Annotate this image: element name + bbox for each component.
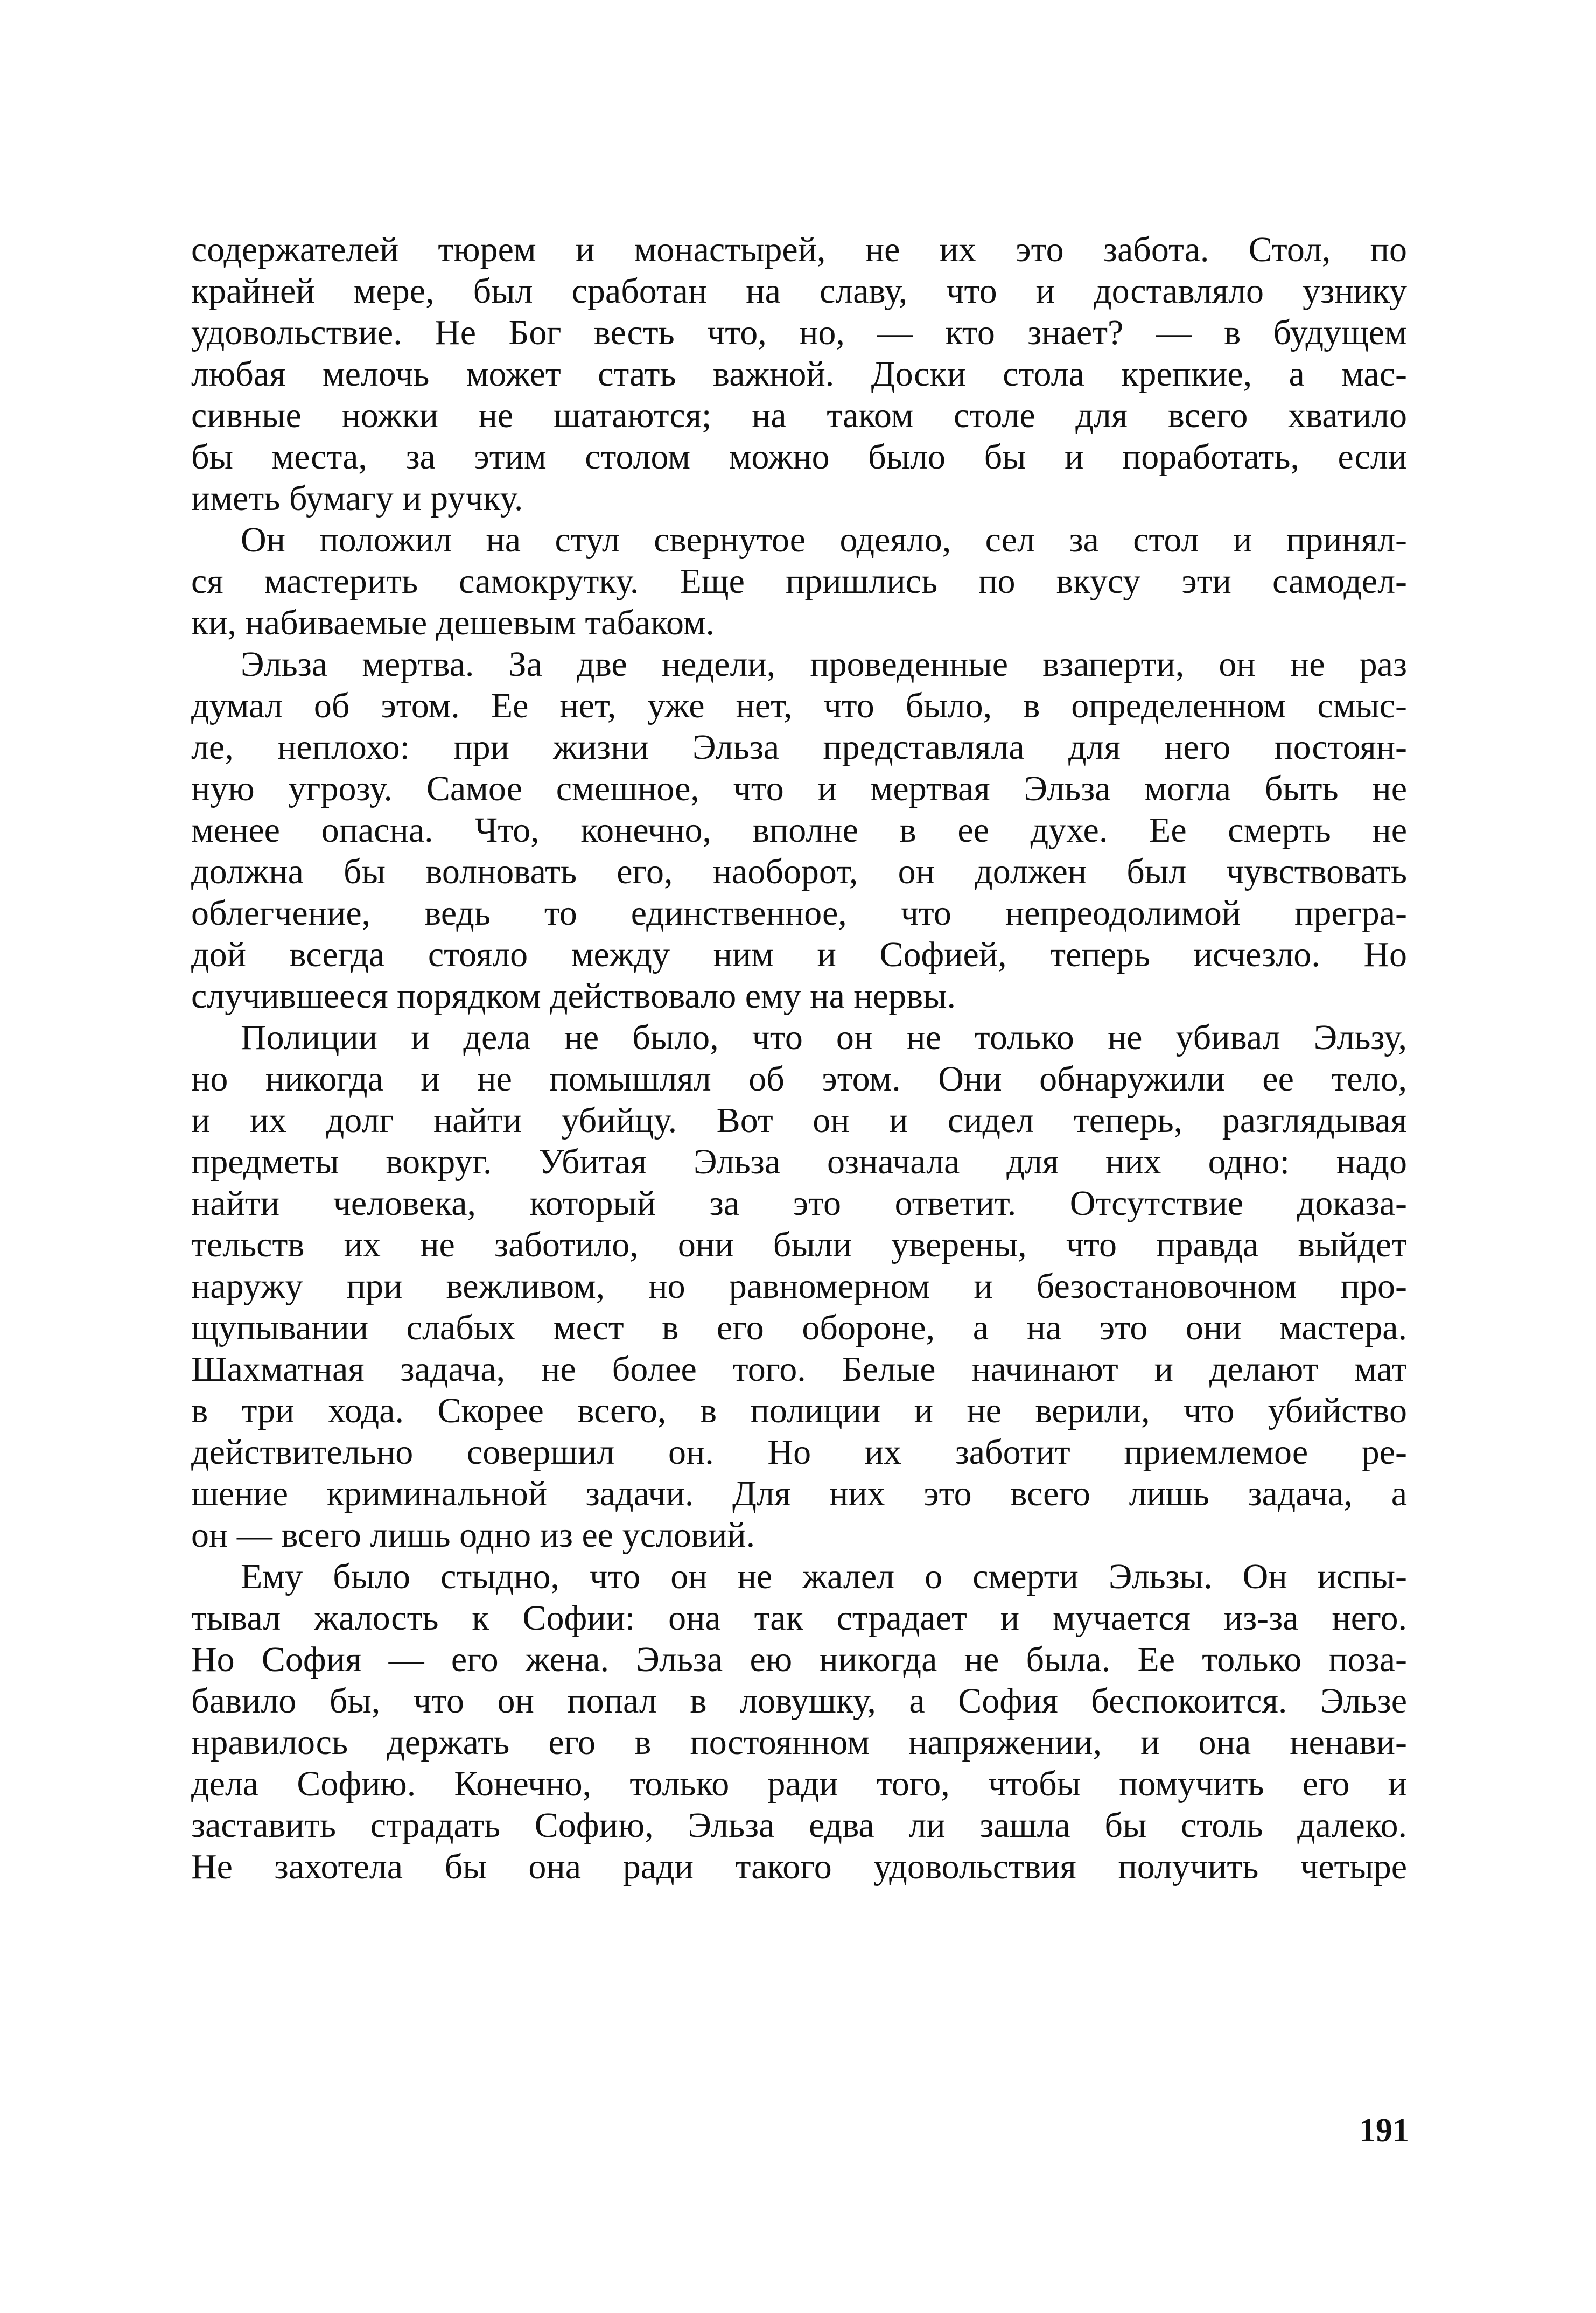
text-line: содержателей тюрем и монастырей, не их это забота. Стол, по: [191, 230, 1407, 269]
text-line: Полиции и дела не было, что он не только не убивал Эльзу,: [241, 1018, 1407, 1057]
text-line: крайней мере, был сработан на славу, что и доставляло узнику: [191, 271, 1407, 311]
text-line: случившееся порядком действовало ему на нервы.: [191, 976, 956, 1016]
text-line: менее опасна. Что, конечно, вполне в ее духе. Ее смерть не: [191, 810, 1407, 850]
text-line: сивные ножки не шатаются; на таком столе для всего хватило: [191, 396, 1407, 435]
text-line: дой всегда стояло между ним и Софией, теперь исчезло. Но: [191, 935, 1407, 974]
text-line: Шахматная задача, не более того. Белые начинают и делают мат: [191, 1350, 1407, 1389]
text-line: думал об этом. Ее нет, уже нет, что было, в определенном смыс-: [191, 686, 1407, 725]
text-line: ки, набиваемые дешевым табаком.: [191, 603, 715, 642]
text-line: бы места, за этим столом можно было бы и поработать, если: [191, 437, 1407, 477]
text-line: но никогда и не помышлял об этом. Они обнаружили ее тело,: [191, 1059, 1407, 1099]
text-line: найти человека, который за это ответит. Отсутствие доказа-: [191, 1184, 1407, 1223]
text-line: иметь бумагу и ручку.: [191, 479, 523, 518]
text-line: Но София — его жена. Эльза ею никогда не была. Ее только поза-: [191, 1640, 1407, 1679]
text-line: тывал жалость к Софии: она так страдает и мучается из-за него.: [191, 1598, 1407, 1638]
text-line: ную угрозу. Самое смешное, что и мертвая Эльза могла быть не: [191, 769, 1407, 808]
text-line: предметы вокруг. Убитая Эльза означала для них одно: надо: [191, 1142, 1407, 1182]
text-line: должна бы волновать его, наоборот, он должен был чувствовать: [191, 852, 1407, 891]
text-line: шение криминальной задачи. Для них это всего лишь задача, а: [191, 1474, 1407, 1513]
text-line: Ему было стыдно, что он не жалел о смерти Эльзы. Он испы-: [241, 1557, 1407, 1596]
text-line: действительно совершил он. Но их заботит приемлемое ре-: [191, 1432, 1407, 1472]
text-line: нравилось держать его в постоянном напряжении, и она ненави-: [191, 1723, 1407, 1762]
text-line: Он положил на стул свернутое одеяло, сел за стол и принял-: [241, 520, 1407, 560]
text-line: наружу при вежливом, но равномерном и безостановочном про-: [191, 1267, 1407, 1306]
page-text-body: [191, 229, 1407, 1888]
text-line: ле, неплохо: при жизни Эльза представляла для него постоян-: [191, 728, 1407, 767]
text-line: ся мастерить самокрутку. Еще пришлись по вкусу эти самодел-: [191, 562, 1407, 601]
text-line: в три хода. Скорее всего, в полиции и не верили, что убийство: [191, 1391, 1407, 1430]
text-line: Эльза мертва. За две недели, проведенные взаперти, он не раз: [241, 645, 1407, 684]
text-line: щупывании слабых мест в его обороне, а на это они мастера.: [191, 1308, 1407, 1347]
text-line: и их долг найти убийцу. Вот он и сидел теперь, разглядывая: [191, 1101, 1407, 1140]
text-line: бавило бы, что он попал в ловушку, а София беспокоится. Эльзе: [191, 1681, 1407, 1721]
page-number: 191: [1359, 2112, 1409, 2149]
text-line: Не захотела бы она ради такого удовольствия получить четыре: [191, 1847, 1407, 1886]
text-line: удовольствие. Не Бог весть что, но, — кто знает? — в будущем: [191, 313, 1407, 352]
text-line: заставить страдать Софию, Эльза едва ли зашла бы столь далеко.: [191, 1806, 1407, 1845]
text-line: облегчение, ведь то единственное, что непреодолимой прегра-: [191, 893, 1407, 933]
text-line: дела Софию. Конечно, только ради того, чтобы помучить его и: [191, 1764, 1407, 1804]
text-line: любая мелочь может стать важной. Доски стола крепкие, а мас-: [191, 354, 1407, 394]
text-line: он — всего лишь одно из ее условий.: [191, 1515, 755, 1555]
text-line: тельств их не заботило, они были уверены, что правда выйдет: [191, 1225, 1407, 1264]
